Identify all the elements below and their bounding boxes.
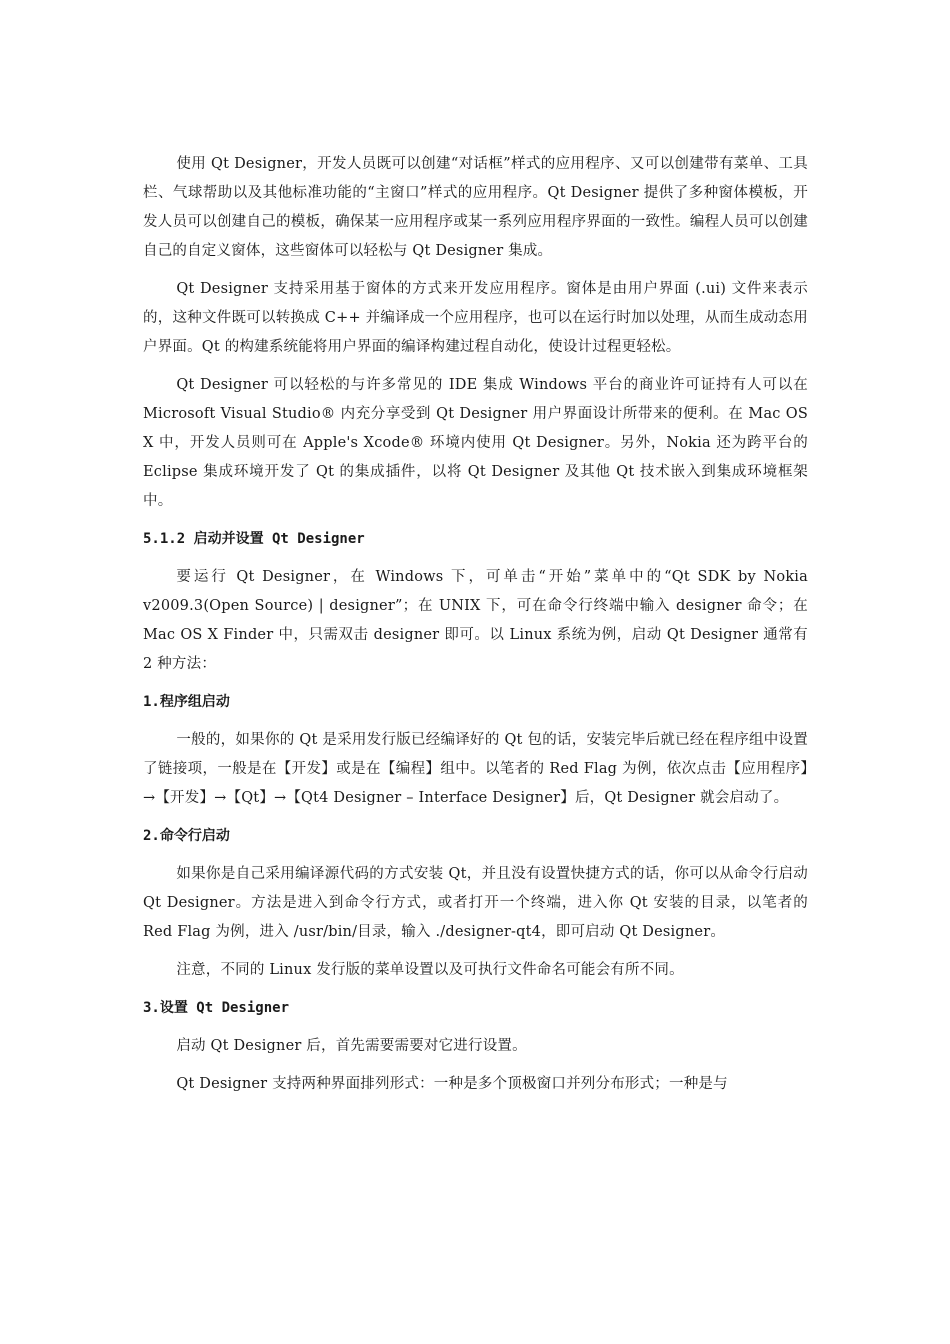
paragraph-settings-intro: 启动 Qt Designer 后，首先需要需要对它进行设置。 bbox=[176, 1038, 527, 1054]
paragraph-ide-integration: Qt Designer 可以轻松的与许多常见的 IDE 集成 Windows 平台的商业许可证持有人可以在 Microsoft Visual Studio® 内充分享受到 Qt Designer 用户界面设计所带来的便利。在 Mac OS X 中，开发人员则可在 Apple's Xcode® 环境内使用 Qt Designer。另外，Nokia 还为跨平台的 Eclipse 集成环境开发了 Qt 的集成插件，以将 Qt Designer 及其他 Qt 技术嵌入到集成环境框架中。 bbox=[143, 377, 808, 509]
section-heading-5-1-2: 5.1.2 启动并设置 Qt Designer bbox=[143, 531, 365, 547]
subheading-program-group: 1.程序组启动 bbox=[143, 694, 230, 710]
subheading-settings: 3.设置 Qt Designer bbox=[143, 1000, 290, 1016]
paragraph-program-group: 一般的，如果你的 Qt 是采用发行版已经编译好的 Qt 包的话，安装完毕后就已经在程序组中设置了链接项，一般是在【开发】或是在【编程】组中。以笔者的 Red Flag 为例，依次点击【应用程序】→【开发】→【Qt】→【Qt4 Designer – Interface Designer】后，Qt Designer 就会启动了。 bbox=[143, 732, 808, 806]
subheading-command-line: 2.命令行启动 bbox=[143, 828, 230, 844]
paragraph-ui-files: Qt Designer 支持采用基于窗体的方式来开发应用程序。窗体是由用户界面 (.ui) 文件来表示的，这种文件既可以转换成 C++ 并编译成一个应用程序，也可以在运行时加以处理，从而生成动态用户界面。Qt 的构建系统能将用户界面的编译构建过程自动化，使设计过程更轻松。 bbox=[143, 281, 808, 355]
paragraph-intro: 使用 Qt Designer，开发人员既可以创建“对话框”样式的应用程序、又可以创建带有菜单、工具栏、气球帮助以及其他标准功能的“主窗口”样式的应用程序。Qt Designer 提供了多种窗体模板，开发人员可以创建自己的模板，确保某一应用程序或某一系列应用程序界面的一致性。编程人员可以创建自己的自定义窗体，这些窗体可以轻松与 Qt Designer 集成。 bbox=[143, 156, 808, 259]
paragraph-command-line: 如果你是自己采用编译源代码的方式安装 Qt，并且没有设置快捷方式的话，你可以从命令行启动 Qt Designer。方法是进入到命令行方式，或者打开一个终端，进入你 Qt 安装的目录，以笔者的 Red Flag 为例，进入 /usr/bin/目录，输入 ./designer-qt4，即可启动 Qt Designer。 bbox=[143, 866, 808, 940]
document-page bbox=[143, 150, 808, 1099]
paragraph-note: 注意，不同的 Linux 发行版的菜单设置以及可执行文件命名可能会有所不同。 bbox=[176, 962, 684, 978]
paragraph-run-designer: 要运行 Qt Designer，在 Windows 下，可单击“开始”菜单中的“Qt SDK by Nokia v2009.3(Open Source) | designer”；在 UNIX 下，可在命令行终端中输入 designer 命令；在 Mac OS X Finder 中，只需双击 designer 即可。以 Linux 系统为例，启动 Qt Designer 通常有 2 种方法： bbox=[143, 569, 808, 672]
paragraph-layout-modes: Qt Designer 支持两种界面排列形式：一种是多个顶极窗口并列分布形式；一种是与 bbox=[176, 1076, 728, 1092]
